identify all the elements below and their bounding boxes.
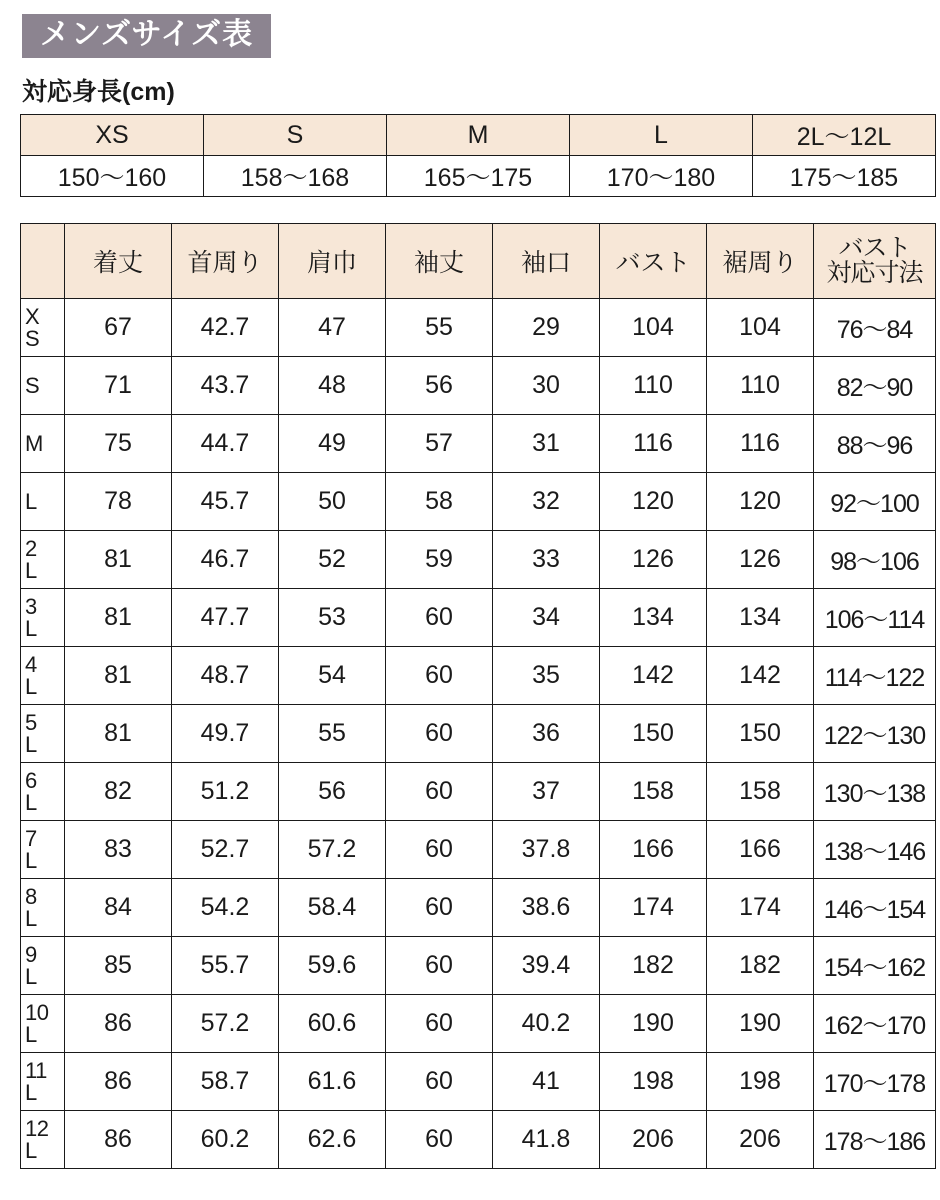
cell-measurement: 60: [386, 937, 493, 995]
bust-head-line1: バスト: [838, 234, 911, 262]
cell-measurement: 40.2: [493, 995, 600, 1053]
cell-measurement: 50: [279, 473, 386, 531]
cell-measurement: 142: [600, 647, 707, 705]
cell-measurement: 60: [386, 1053, 493, 1111]
table-row: [21, 937, 936, 995]
cell-measurement: 116: [707, 415, 814, 473]
corner-cell: [21, 224, 65, 299]
cell-measurement: 85: [65, 937, 172, 995]
cell-measurement: 36: [493, 705, 600, 763]
cell-bust-fit: 82〜90: [814, 357, 936, 415]
cell-measurement: 58.4: [279, 879, 386, 937]
cell-measurement: 60.6: [279, 995, 386, 1053]
table-row: [21, 821, 936, 879]
cell-measurement: 62.6: [279, 1111, 386, 1169]
row-size-label: [21, 589, 65, 647]
cell-measurement: 71: [65, 357, 172, 415]
cell-measurement: 33: [493, 531, 600, 589]
table-row: [21, 531, 936, 589]
height-size-cell: S: [204, 115, 387, 156]
row-size-label: [21, 531, 65, 589]
row-size-label: [21, 879, 65, 937]
cell-measurement: 34: [493, 589, 600, 647]
row-size-line: 4: [25, 651, 37, 677]
row-size-line: S: [25, 372, 40, 398]
cell-measurement: 41.8: [493, 1111, 600, 1169]
cell-bust-fit: 154〜162: [814, 937, 936, 995]
cell-measurement: 126: [600, 531, 707, 589]
column-header: 袖口: [493, 224, 600, 299]
cell-bust-fit: 122〜130: [814, 705, 936, 763]
row-size-label: [21, 415, 65, 473]
cell-measurement: 126: [707, 531, 814, 589]
table-row: [21, 763, 936, 821]
cell-measurement: 60: [386, 879, 493, 937]
row-size-line: X: [25, 303, 40, 329]
cell-measurement: 48: [279, 357, 386, 415]
table-row: [21, 705, 936, 763]
cell-measurement: 60: [386, 705, 493, 763]
height-table-header-row: [21, 115, 936, 156]
cell-bust-fit: 146〜154: [814, 879, 936, 937]
cell-measurement: 67: [65, 299, 172, 357]
column-header: 首周り: [172, 224, 279, 299]
row-size-label: [21, 299, 65, 357]
cell-measurement: 56: [279, 763, 386, 821]
column-header: 袖丈: [386, 224, 493, 299]
cell-measurement: 75: [65, 415, 172, 473]
cell-measurement: 206: [600, 1111, 707, 1169]
row-size-label: [21, 473, 65, 531]
cell-measurement: 182: [707, 937, 814, 995]
cell-measurement: 134: [707, 589, 814, 647]
cell-measurement: 110: [600, 357, 707, 415]
row-size-label: [21, 937, 65, 995]
row-size-label: [21, 357, 65, 415]
cell-measurement: 43.7: [172, 357, 279, 415]
cell-measurement: 45.7: [172, 473, 279, 531]
cell-bust-fit: 178〜186: [814, 1111, 936, 1169]
row-size-line: L: [25, 963, 37, 989]
height-table: [20, 114, 936, 197]
cell-measurement: 158: [600, 763, 707, 821]
row-size-label: [21, 995, 65, 1053]
row-size-line: 3: [25, 593, 37, 619]
cell-measurement: 55.7: [172, 937, 279, 995]
cell-measurement: 59: [386, 531, 493, 589]
cell-measurement: 206: [707, 1111, 814, 1169]
cell-measurement: 198: [707, 1053, 814, 1111]
row-size-line: L: [25, 847, 37, 873]
row-size-line: 9: [25, 941, 37, 967]
cell-measurement: 51.2: [172, 763, 279, 821]
row-size-line: 2: [25, 535, 37, 561]
row-size-line: L: [25, 615, 37, 641]
row-size-line: L: [25, 557, 37, 583]
cell-measurement: 190: [600, 995, 707, 1053]
cell-measurement: 86: [65, 1053, 172, 1111]
page-title: メンズサイズ表: [22, 14, 271, 58]
cell-measurement: 53: [279, 589, 386, 647]
cell-measurement: 31: [493, 415, 600, 473]
bust-head-line2: 対応寸法: [826, 259, 923, 287]
cell-measurement: 166: [600, 821, 707, 879]
cell-measurement: 52.7: [172, 821, 279, 879]
row-size-line: L: [25, 731, 37, 757]
cell-measurement: 42.7: [172, 299, 279, 357]
cell-measurement: 44.7: [172, 415, 279, 473]
cell-measurement: 60.2: [172, 1111, 279, 1169]
row-size-line: 12: [25, 1115, 49, 1141]
cell-measurement: 49: [279, 415, 386, 473]
cell-measurement: 104: [707, 299, 814, 357]
column-header: 着丈: [65, 224, 172, 299]
cell-measurement: 81: [65, 531, 172, 589]
row-size-line: M: [25, 430, 43, 456]
cell-measurement: 60: [386, 995, 493, 1053]
table-row: [21, 473, 936, 531]
measurement-table: [20, 223, 936, 1169]
row-size-line: L: [25, 673, 37, 699]
cell-measurement: 116: [600, 415, 707, 473]
row-size-label: [21, 821, 65, 879]
height-range-cell: 150〜160: [21, 156, 204, 197]
row-size-label: [21, 1111, 65, 1169]
cell-measurement: 49.7: [172, 705, 279, 763]
cell-measurement: 120: [707, 473, 814, 531]
height-range-cell: 175〜185: [753, 156, 936, 197]
row-size-label: [21, 763, 65, 821]
table-row: [21, 995, 936, 1053]
cell-measurement: 30: [493, 357, 600, 415]
cell-measurement: 60: [386, 1111, 493, 1169]
cell-bust-fit: 88〜96: [814, 415, 936, 473]
cell-measurement: 37: [493, 763, 600, 821]
cell-measurement: 57.2: [172, 995, 279, 1053]
cell-measurement: 48.7: [172, 647, 279, 705]
row-size-line: L: [25, 789, 37, 815]
cell-measurement: 81: [65, 647, 172, 705]
cell-measurement: 104: [600, 299, 707, 357]
cell-bust-fit: 114〜122: [814, 647, 936, 705]
cell-measurement: 110: [707, 357, 814, 415]
cell-measurement: 57: [386, 415, 493, 473]
cell-measurement: 82: [65, 763, 172, 821]
cell-measurement: 47: [279, 299, 386, 357]
height-range-cell: 158〜168: [204, 156, 387, 197]
cell-measurement: 158: [707, 763, 814, 821]
row-size-line: L: [25, 1079, 37, 1105]
cell-measurement: 61.6: [279, 1053, 386, 1111]
cell-measurement: 32: [493, 473, 600, 531]
cell-measurement: 134: [600, 589, 707, 647]
table-row: [21, 879, 936, 937]
column-header: 裾周り: [707, 224, 814, 299]
cell-measurement: 60: [386, 763, 493, 821]
cell-measurement: 78: [65, 473, 172, 531]
cell-measurement: 84: [65, 879, 172, 937]
column-header: バスト: [600, 224, 707, 299]
cell-bust-fit: 170〜178: [814, 1053, 936, 1111]
table-row: [21, 1053, 936, 1111]
table-row: [21, 647, 936, 705]
row-size-line: L: [25, 1021, 37, 1047]
column-header-bust-fit: [814, 224, 936, 299]
height-size-cell: M: [387, 115, 570, 156]
height-size-cell: 2L〜12L: [753, 115, 936, 156]
row-size-line: L: [25, 488, 37, 514]
cell-measurement: 81: [65, 705, 172, 763]
cell-measurement: 46.7: [172, 531, 279, 589]
height-range-cell: 170〜180: [570, 156, 753, 197]
cell-measurement: 39.4: [493, 937, 600, 995]
cell-measurement: 81: [65, 589, 172, 647]
cell-bust-fit: 106〜114: [814, 589, 936, 647]
cell-measurement: 41: [493, 1053, 600, 1111]
table-row: [21, 299, 936, 357]
cell-measurement: 182: [600, 937, 707, 995]
cell-measurement: 190: [707, 995, 814, 1053]
cell-measurement: 150: [600, 705, 707, 763]
cell-measurement: 35: [493, 647, 600, 705]
row-size-line: 5: [25, 709, 37, 735]
height-table-value-row: [21, 156, 936, 197]
cell-measurement: 86: [65, 995, 172, 1053]
height-size-cell: L: [570, 115, 753, 156]
cell-measurement: 198: [600, 1053, 707, 1111]
cell-measurement: 57.2: [279, 821, 386, 879]
cell-measurement: 59.6: [279, 937, 386, 995]
cell-measurement: 52: [279, 531, 386, 589]
cell-measurement: 174: [600, 879, 707, 937]
row-size-line: 11: [25, 1057, 47, 1083]
row-size-line: 8: [25, 883, 37, 909]
height-range-cell: 165〜175: [387, 156, 570, 197]
cell-measurement: 47.7: [172, 589, 279, 647]
table-row: [21, 415, 936, 473]
row-size-label: [21, 1053, 65, 1111]
table-row: [21, 357, 936, 415]
cell-measurement: 174: [707, 879, 814, 937]
measurement-body: [21, 299, 936, 1169]
table-row: [21, 1111, 936, 1169]
cell-measurement: 55: [386, 299, 493, 357]
cell-measurement: 37.8: [493, 821, 600, 879]
cell-measurement: 58: [386, 473, 493, 531]
cell-measurement: 55: [279, 705, 386, 763]
column-header: 肩巾: [279, 224, 386, 299]
cell-measurement: 54: [279, 647, 386, 705]
cell-measurement: 56: [386, 357, 493, 415]
cell-bust-fit: 98〜106: [814, 531, 936, 589]
row-size-line: S: [25, 325, 40, 351]
cell-measurement: 142: [707, 647, 814, 705]
row-size-line: 10: [25, 999, 49, 1025]
cell-measurement: 120: [600, 473, 707, 531]
cell-bust-fit: 162〜170: [814, 995, 936, 1053]
measurement-header-row: [21, 224, 936, 299]
height-section-label: 対応身長(cm): [22, 78, 175, 106]
cell-measurement: 86: [65, 1111, 172, 1169]
cell-measurement: 38.6: [493, 879, 600, 937]
row-size-line: 6: [25, 767, 37, 793]
row-size-line: L: [25, 905, 37, 931]
row-size-label: [21, 647, 65, 705]
cell-measurement: 166: [707, 821, 814, 879]
row-size-line: 7: [25, 825, 37, 851]
cell-bust-fit: 76〜84: [814, 299, 936, 357]
row-size-label: [21, 705, 65, 763]
cell-measurement: 150: [707, 705, 814, 763]
table-row: [21, 589, 936, 647]
cell-bust-fit: 92〜100: [814, 473, 936, 531]
cell-measurement: 54.2: [172, 879, 279, 937]
cell-measurement: 83: [65, 821, 172, 879]
cell-measurement: 60: [386, 821, 493, 879]
row-size-line: L: [25, 1137, 37, 1163]
cell-measurement: 60: [386, 647, 493, 705]
height-size-cell: XS: [21, 115, 204, 156]
cell-measurement: 58.7: [172, 1053, 279, 1111]
cell-measurement: 60: [386, 589, 493, 647]
cell-bust-fit: 130〜138: [814, 763, 936, 821]
cell-measurement: 29: [493, 299, 600, 357]
cell-bust-fit: 138〜146: [814, 821, 936, 879]
